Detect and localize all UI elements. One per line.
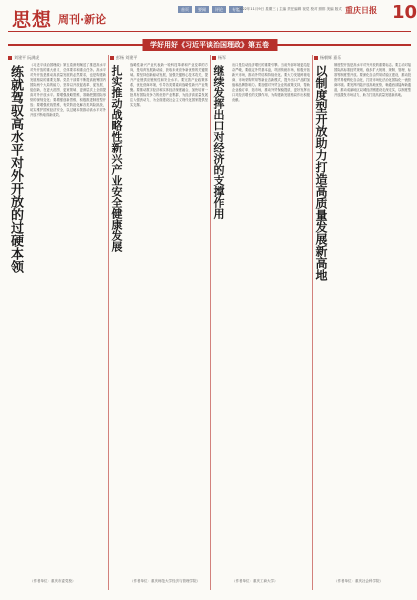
masthead [0,0,417,36]
article-title: 练就驾驭高水平对外开放的过硬本领 [8,65,23,273]
nav-item[interactable]: 要闻 [195,6,209,13]
banner-text: 学好用好《习近平谈治国理政》第五卷 [142,39,277,51]
article-title: 继续发挥出口对经济的支撑作用 [212,65,225,219]
column-divider [210,55,211,590]
article-body: 战略性新兴产业代表新一轮科技革命和产业变革的方向，是培育发展新动能、获取未来竞争新优势的关键领域。要坚持创新驱动发展，加强关键核心技术攻关，提升产业链供应链韧性和安全水平。要完善产业政策体系，优化营商环境，引导各类要素向战略性新兴产业集聚。要推动数字经济和实体经济深度融合，加快培育一批具有国际竞争力的优势产业集群，为经济高质量发展注入强劲动力，为全面建设社会主义现代化国家提供坚实支撑。 [130,63,208,107]
article-footer: （作者单位：重庆工商大学） [232,579,278,583]
section-subtitle: 周刊·新论 [58,13,107,26]
article-footer: （作者单位：重庆市委党校） [30,579,76,583]
article-title: 以制度型开放助力打造高质量发展新高地 [314,65,328,281]
article-body: 制度型开放是高水平对外开放的重要标志。要主动对接国际高标准经贸规则，稳步扩大规则、规制、管理、标准等制度型开放。要深化自由贸易试验区建设，推动投资贸易便利化自由化，打造市场化法治化国际化一流营商环境。要发挥内陆开放高地优势，畅通西部陆海新通道，推动成渝地区双城经济圈建设走深走实，以制度型开放激发市场活力，助力打造高质量发展新高地。 [334,63,411,97]
issue-date: 2022年11月9日 星期三 | 主编 责任编辑 视觉 校对 照排 美编 版式 [238,7,342,11]
article-column-1 [8,55,106,590]
column-divider [312,55,313,590]
masthead-nav [178,6,243,13]
article-body: 出口是拉动经济增长的重要引擎。当前外部环境更趋复杂严峻，要稳定外贸基本盘，巩固传统市场，积极开拓新兴市场，推动外贸结构持续优化。要大力发展跨境电商、市场采购贸易等新业态新模式，提升出口产品附加值和品牌影响力。要加强对外贸企业的政策支持，帮助企业稳订单、拓市场，推动外贸保稳提质，更好发挥出口对经济增长的支撑作用，为构建新发展格局作出积极贡献。 [232,63,310,102]
article-byline: 彭杨 刘建平 [110,55,208,61]
article-column-2 [110,55,208,590]
article-footer: （作者单位：重庆社会科学院） [334,579,383,583]
nav-item[interactable]: 首页 [178,6,192,13]
article-column-4 [314,55,411,590]
nav-item[interactable]: 评论 [212,6,226,13]
article-byline: 刘建平 阮满虎 [8,55,106,61]
article-title: 扎实推动战略性新兴产业安全健康发展 [110,65,123,252]
masthead-divider [8,31,411,32]
column-divider [108,55,109,590]
theme-banner [8,39,411,51]
newspaper-logo: 重庆日报 [345,5,377,15]
article-byline: 杨朝辉 嘉乐 [314,55,411,61]
article-column-3 [212,55,310,590]
article-byline: 杨军 [212,55,310,61]
section-title: 思想 [12,9,53,31]
page-number: 10 [392,2,417,23]
article-footer: （作者单位：重庆师范大学经济与管理学院） [130,579,200,583]
nav-item[interactable]: 专题 [229,6,243,13]
article-body: 《习近平谈治国理政》第五卷深刻阐述了推进高水平对外开放的重大意义、总体要求和重点任务。高水平对外开放是推动高质量发展的必然要求，也是构建新发展格局的重要支撑。党员干部要不断提高统筹国内国际两个大局的能力，坚持以开放促改革、促发展、促创新，在更大范围、更宽领域、更深层次上全面提高对外开放水平。要增强战略思维，准确把握国际形势的深刻变化；要增强创新思维，积极推进制度型开放；要增强底线思维，有效防范化解各类风险挑战，切实维护国家经济安全，以过硬本领推动高水平对外开放不断取得新成效。 [30,63,106,117]
